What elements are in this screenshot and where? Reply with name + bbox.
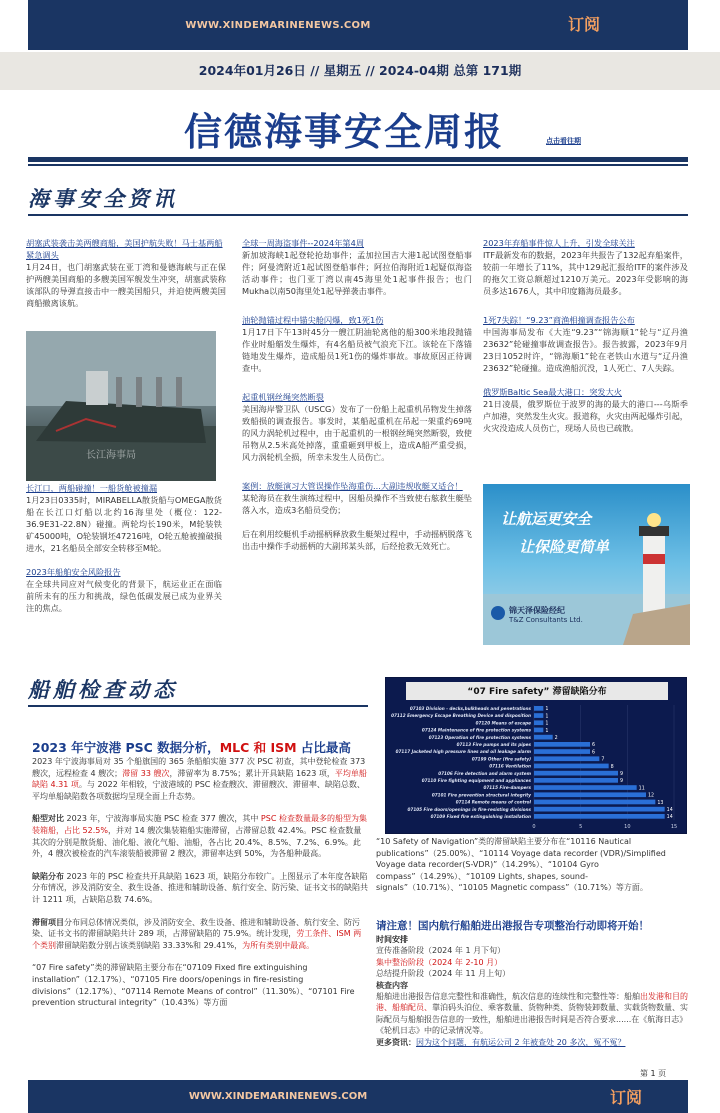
chart-category-label: 07117 Jacketed high pressure lines and oil leakage alarm [395,749,531,755]
date-banner [0,52,720,90]
psc-paragraph-4: 滞留项目分布同总体情况类似，涉及消防安全、救生设备、推进和辅助设备、航行安全、防污染、证书文书的滞留缺陷共计 289 项，占滞留缺陷的 75.9%。统计发现，劳工条件、ISM 两个类别滞留缺陷数分别占该类别缺陷 33.33%和 29.41%，为所有类别中最高。 [32,917,362,950]
chart-data-label: 13 [657,800,664,806]
psc-title-part-3: 占比最高 [296,740,351,755]
article-body-abandonment: ITF最新发布的数据，2023年共报告了132起弃船案件，较前一年增长了11%，其中129起汇报给ITF的案件涉及的拖欠工资总额超过1210万美元。2023年受影响的海员多达1676人，其中印度籍海员最多。 [483,250,688,296]
chart-data-label: 1 [545,728,549,734]
website-link[interactable]: WWW.XINDEMARINENEWS.COM [185,20,371,31]
article-body-risk-report: 在全球共同应对气候变化的背景下，航运业正在面临前所未有的压力和挑战，绿色低碳发展已成为业界关注的焦点。 [26,579,222,613]
news-column-1b [26,482,222,614]
chart-category-label: 07116 Ventilation [489,763,531,769]
news-column-3 [483,237,688,434]
navigation-safety-text [376,836,688,894]
chart-bar [534,814,665,819]
chart-x-tick: 15 [670,824,678,831]
chart-data-label: 7 [601,757,605,763]
article-title-tanker[interactable]: 油轮抛锚过程中锚尖舱闪爆，致1死1伤 [242,315,384,325]
chart-bar [534,756,599,761]
chart-category-label: 07110 Fire fighting equipment and appliances [421,778,531,783]
chart-data-label: 2 [554,736,558,741]
more-info-link[interactable]: 因为这个问题，有航运公司 2 年被查处 20 多次，冤不冤？ [416,1037,626,1047]
article-body-crane: 美国海岸警卫队（USCG）发布了一份船上起重机吊物发生掉落致船损的调查报告。事发时，某船起重机在吊起一架重约69吨的风力涡轮机过程中，由于起重机的一根钢丝绳突然断裂，致使吊物从2.5米高处掉落，重重砸到甲板上，造成A船严重受损，风力涡轮机全损，所幸未发生人员伤亡。 [242,404,472,462]
notice-heading-schedule: 时间安排 [376,935,408,944]
chart-category-label: 07112 Emergency Escape Breathing Device and disposition [391,713,531,719]
article-body-houthi: 1月24日，也门胡塞武装在亚丁湾和曼德海峡与正在保护两艘美国商船的多艘美国军舰发生冲突，胡塞武装称该部队的导弹直接击中一艘美国船只，并迫使两艘美国商船撤离该航。 [26,262,226,308]
psc-title-part-1: 2023 年宁波港 PSC 数据分析， [32,740,220,755]
chart-data-label: 9 [620,772,624,777]
masthead-rule [28,157,688,162]
article-body-collision-report: 中国海事局发布《大连“9.23”“锦海顺1”轮与“辽丹渔23632”轮碰撞事故调查报告》。报告披露，2023年9月23日1052时许，“锦海顺1”轮在老铁山水道与“辽丹渔23632”轮碰撞。造成渔船沉没，1人死亡、7人失踪。 [483,327,688,373]
section-divider [28,214,688,216]
chart-data-label: 12 [648,793,655,799]
chart-bar [534,807,665,812]
chart-category-label: 07120 Means of escape [475,720,531,726]
chart-category-label: 07115 Fire-dampers [483,785,531,791]
image-watermark: 长江海事局 [86,450,136,461]
chart-category-label: 07113 Fire pumps and its pipes [456,742,531,747]
chart-category-label: 07101 Fire prevention structural integrity [431,792,531,798]
psc-article-title[interactable] [32,738,372,756]
chart-x-tick: 10 [624,824,631,831]
psc-title-highlight: MLC 和 ISM [219,740,297,755]
notice-heading-content: 核查内容 [376,980,408,990]
article-title-houthi[interactable]: 胡塞武装袭击美两艘商船，美国护航失败！马士基两船紧急调头 [26,238,223,260]
chart-category-label: 07103 Division - decks,bulkheads and penetrations [409,706,531,711]
notice-content: 船舶进出港报告信息完整性和准确性，航次信息的连续性和完整性等：船舶出发港和目的港、船舶配员、靠泊码头泊位、乘客数量、货物种类、货物装卸数量、实载货物数量、实际配员与船舶报告信息的一致性，船舶进出港报告时间是否符合要求......在《航海日志》《轮机日志》中的记录情况等。 [376,992,688,1036]
chart-bar [534,778,618,783]
ad-company-en: T&Z Consultants Ltd. [509,616,583,624]
section-title-inspection: 船舶检查动态 [28,678,178,702]
ad-slogan-2: 让保险更简单 [519,538,610,556]
chart-bar [534,764,609,769]
chart-data-label: 8 [610,764,614,770]
issue-date-line: 2024年01月26日 // 星期五 // 2024-04期 总第 171期 [198,63,522,78]
chart-title: “07 Fire safety” 滞留缺陷分布 [467,687,607,697]
article-title-collision-report[interactable]: 1死7失踪！“9.23”商渔相撞调查报告公布 [483,315,635,325]
subscribe-link[interactable]: 订阅 [568,15,601,34]
notice-stage-3: 总结提升阶段（2024 年 11 月上旬） [376,969,511,979]
article-title-yangtze[interactable]: 长江口，两船碰撞！一船货舱被撞漏 [26,483,158,493]
navigation-paragraph: “10 Safety of Navigation”类的滞留缺陷主要分布在“10116 Nautical publications”（25.00%）、“10114 Voyage data recorder (VDR)/Simplified Voyage data recorder(S-VDR)”（14.29%）、“10104 Gyro compass”（14.29%）、“10109 Lights, shapes, sound-signals”（10.71%）、“10105 Magnetic compass”（10.71%）等方面。 [376,837,666,893]
chart-data-label: 11 [638,786,645,792]
article-body-baltic-fire: 21日凌晨，俄罗斯位于波罗的海的最大的港口---乌斯季卢加港，突然发生火灾。报道称，火灾由两起爆炸引起，火灾没造成人员伤亡，现场人员也已疏散。 [483,399,688,433]
chart-data-label: 1 [545,707,549,713]
article-title-risk-report[interactable]: 2023年船舶安全风险报告 [26,567,121,577]
article-body-lifeboat: 某轮海员在救生演练过程中，因船员操作不当致使右舷救生艇坠落入水，造成3名船员受伤； [242,493,472,515]
chart-bar [534,735,553,740]
newsletter-title: 信德海事安全周报 [184,109,505,154]
chart-bar [534,742,590,747]
footer-banner [28,1080,688,1113]
news-column-1 [26,237,226,309]
chart-x-tick: 5 [579,824,583,831]
masthead [0,96,720,154]
news-column-2 [242,237,472,552]
chart-data-label: 9 [620,779,624,785]
chart-bar [534,785,637,790]
chart-data-label: 1 [545,714,549,720]
article-title-lifeboat[interactable]: 案例：放艇演习大管误操作坠海重伤...大副违规收艇又适合！ [242,481,463,491]
insurance-ad-banner[interactable] [483,484,690,645]
chart-bar [534,720,543,725]
company-logo-icon [491,606,505,620]
chart-bar [534,792,646,797]
chart-data-label: 6 [592,743,596,749]
notice-title[interactable]: 请注意！国内航行船舶进出港报告专项整治行动即将开始！ [376,920,649,932]
article-title-abandonment[interactable]: 2023年弃船事件惊人上升，引发全球关注 [483,238,635,248]
chart-category-label: 07123 Operation of fire protection systems [428,734,531,740]
fire-safety-chart [385,677,687,834]
chart-category-label: 07124 Maintenance of fire protection systems [421,727,531,733]
ad-slogan-1: 让航运更安全 [501,510,592,528]
chart-bar [534,713,543,718]
article-body-piracy: 新加坡海峡1起登轮抢劫事件；孟加拉国吉大港1起试图登船事件；阿曼湾附近1起试图登船事件；阿拉伯海附近1起疑似海盗活动事件；也门亚丁湾以南45海里处1起事件报告；也门Mukha以南50海里处1起导弹袭击事件。 [242,250,472,296]
masthead-rule-thin [28,164,688,166]
article-title-baltic-fire[interactable]: 俄罗斯Baltic Sea最大港口：突发大火 [483,387,622,397]
chart-bar [534,749,590,754]
notice-stage-1: 宣传准备阶段（2024 年 1 月下旬） [376,946,506,956]
chart-category-label: 07105 Fire doors/openings in fire-resisting divisions [407,806,531,812]
psc-paragraph-3: 缺陷分布 2023 年的 PSC 检查共开具缺陷 1623 项，缺陷分布较广。上图显示了本年度各缺陷分布情况，涉及消防安全、救生设备、推进和辅助设备、航行安全、防污染、证书文书的缺陷共计 1211 项，占缺陷总数 74.6%。 [32,871,368,904]
chart-category-label: 07106 Fire detection and alarm system [438,770,531,776]
chart-category-label: 07114 Remote means of control [455,799,531,805]
notice-stage-2: 集中整治阶段（2024 年 2-10 月） [376,957,503,967]
psc-paragraph-1: 2023 年宁波海事局对 35 个船旗国的 365 条船舶实施 377 次 PSC 初查，其中登轮检查 373 艘次，远程检查 4 艘次；滞留 33 艘次，滞留率为 8.75%；累计开具缺陷 1623 项，平均单船缺陷 4.31 项。与 2022 年相较，宁波港域的 PSC 检查艘次、滞留艘次、滞留率、缺陷总数、平均单船缺陷数各项数据均呈现全面上升态势。 [32,757,367,801]
chart-bar [534,706,543,711]
notice-body [376,934,688,1048]
chart-bar [534,800,655,805]
chart-data-label: 14 [666,815,673,821]
chart-bar [534,771,618,776]
chart-category-label: 07199 Other (fire safety) [471,756,531,762]
chart-data-label: 1 [545,721,549,727]
ad-company-cn: 锦天泽保险经纪 [509,606,565,615]
article-body-yangtze: 1月23日0335时，MIRABELLA散货船与OMEGA散货船在长江口灯船以北约16海里处（概位：122-36.9E31-22.8N）碰撞。两轮均长190米，M轮装铁矿45000吨，O轮装钢坯47216吨，O轮五舱被撞破损进水，21名船员全部安全转移至M轮。 [26,495,222,553]
chart-bar [534,728,543,733]
chart-x-tick: 0 [532,824,536,831]
psc-paragraph-2: 船型对比 2023 年，宁波海事局实施 PSC 检查 377 艘次，其中 PSC 检查数量最多的船型为集装箱船，占比 52.5%，并对 14 艘次集装箱船实施滞留，占滞留总数 42.4%。PSC 检查数量其次的分别是散货船、油化船、液化气船、油船，各占比 20.4%、8.5%、7.2%、6.9%。此外，4 艘次被检查的汽车滚装船被滞留 2 艘次，滞留率达到 50%，为各船种最高。 [32,814,367,859]
chart-svg [386,678,688,835]
article-title-crane[interactable]: 起重机钢丝绳突然断裂 [242,392,324,402]
more-info-line: 更多资讯：因为这个问题，有航运公司 2 年被查处 20 多次，冤不冤？ [376,1037,626,1047]
article-body-lifeboat-2: 后在利用绞艇机手动摇柄释放救生艇架过程中，手动摇柄脱落飞出击中操作手动摇柄的大副邦某头部，后经抢救无效死亡。 [242,529,472,551]
section-divider-2 [28,705,368,707]
top-banner [28,0,688,50]
chart-category-label: 07109 Fixed fire extinguishing installation [430,814,531,819]
psc-article-body [32,756,368,1009]
past-issues-link[interactable]: 点击看往期 [546,137,581,145]
psc-paragraph-5: “07 Fire safety”类的滞留缺陷主要分布在“07109 Fixed fire extinguishing installation”（12.17%）、“07105 Fire doors/openings in fire-resisting divisions”（12.17%）、“07114 Remote Means of control”（11.30%）、“07101 Fire prevention structural integrity”（10.43%）等方面 [32,963,355,1008]
footer-website-link[interactable]: WWW.XINDEMARINENEWS.COM [188,1091,368,1102]
ship-collision-photo [26,331,216,481]
chart-data-label: 14 [666,808,673,813]
footer-subscribe-link[interactable]: 订阅 [610,1088,643,1107]
page-number: 第 1 页 [640,1069,667,1078]
article-title-piracy[interactable]: 全球一周海盗事件--2024年第4周 [242,238,365,248]
section-title-safety-news: 海事安全资讯 [28,187,178,211]
chart-data-label: 6 [592,750,596,756]
article-body-tanker: 1月17日下午13时45分一艘江阴油轮离他的船300米地段抛锚作业时船艏发生爆炸，有4名船员被气浪充下江。该轮在下落锚链地发生爆炸，造成船员1死1伤的爆炸事故。事故原因正待调查中。 [242,327,472,373]
